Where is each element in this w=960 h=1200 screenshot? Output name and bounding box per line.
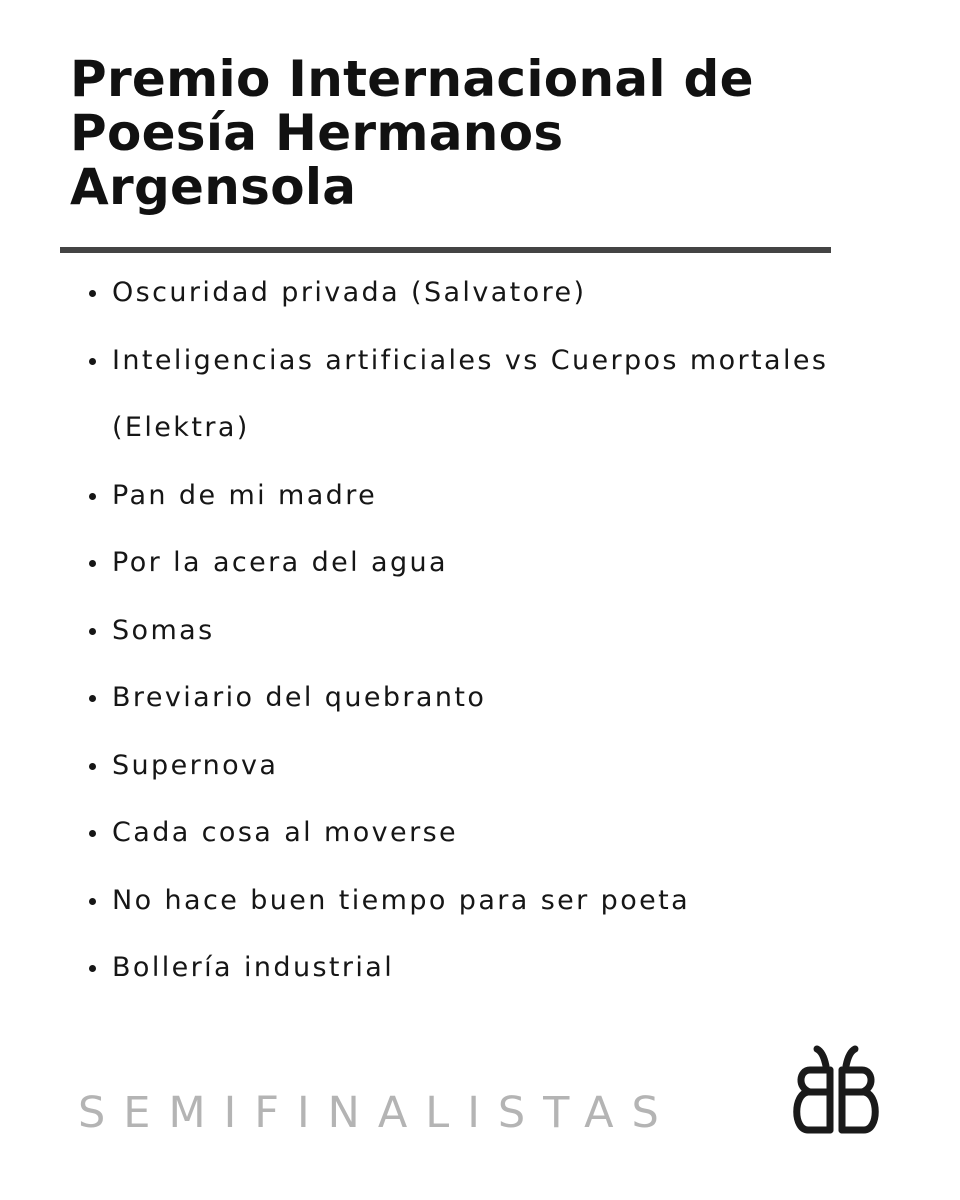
list-item — [112, 799, 852, 867]
list-item — [112, 934, 852, 1002]
list-item-label: Oscuridad privada (Salvatore) — [112, 277, 587, 308]
bullet-icon — [89, 830, 96, 837]
list-item-label: Breviario del quebranto — [112, 682, 487, 713]
list-item — [112, 867, 852, 935]
list-item-label: Somas — [112, 614, 215, 646]
bullet-icon — [89, 290, 96, 297]
bullet-icon — [89, 358, 96, 365]
page-title: Premio Internacional de Poesía Hermanos Argensola — [70, 50, 754, 216]
bullet-icon — [89, 493, 96, 500]
title-divider — [60, 247, 831, 253]
list-item-label: Inteligencias artificiales vs Cuerpos mortales (Elektra) — [112, 344, 829, 443]
list-item-label: Bollería industrial — [112, 952, 395, 983]
semifinalist-list — [112, 259, 852, 1002]
list-item-label: Pan de mi madre — [112, 479, 378, 511]
bullet-icon — [89, 965, 96, 972]
list-item — [112, 259, 852, 327]
bullet-icon — [89, 560, 96, 567]
list-item — [112, 462, 852, 530]
bullet-icon — [89, 898, 96, 905]
list-item — [112, 529, 852, 597]
list-item-label: Cada cosa al moverse — [112, 817, 459, 848]
list-item — [112, 732, 852, 800]
list-item-label: Supernova — [112, 749, 279, 781]
list-item — [112, 597, 852, 665]
list-item-label: Por la acera del agua — [112, 547, 448, 578]
double-b-butterfly-logo-icon — [786, 1042, 886, 1138]
semifinalists-label: SEMIFINALISTAS — [78, 1088, 677, 1138]
list-item — [112, 664, 852, 732]
list-item-label: No hace buen tiempo para ser poeta — [112, 884, 691, 916]
bullet-icon — [89, 695, 96, 702]
bullet-icon — [89, 628, 96, 635]
list-item — [112, 327, 852, 462]
bullet-icon — [89, 763, 96, 770]
